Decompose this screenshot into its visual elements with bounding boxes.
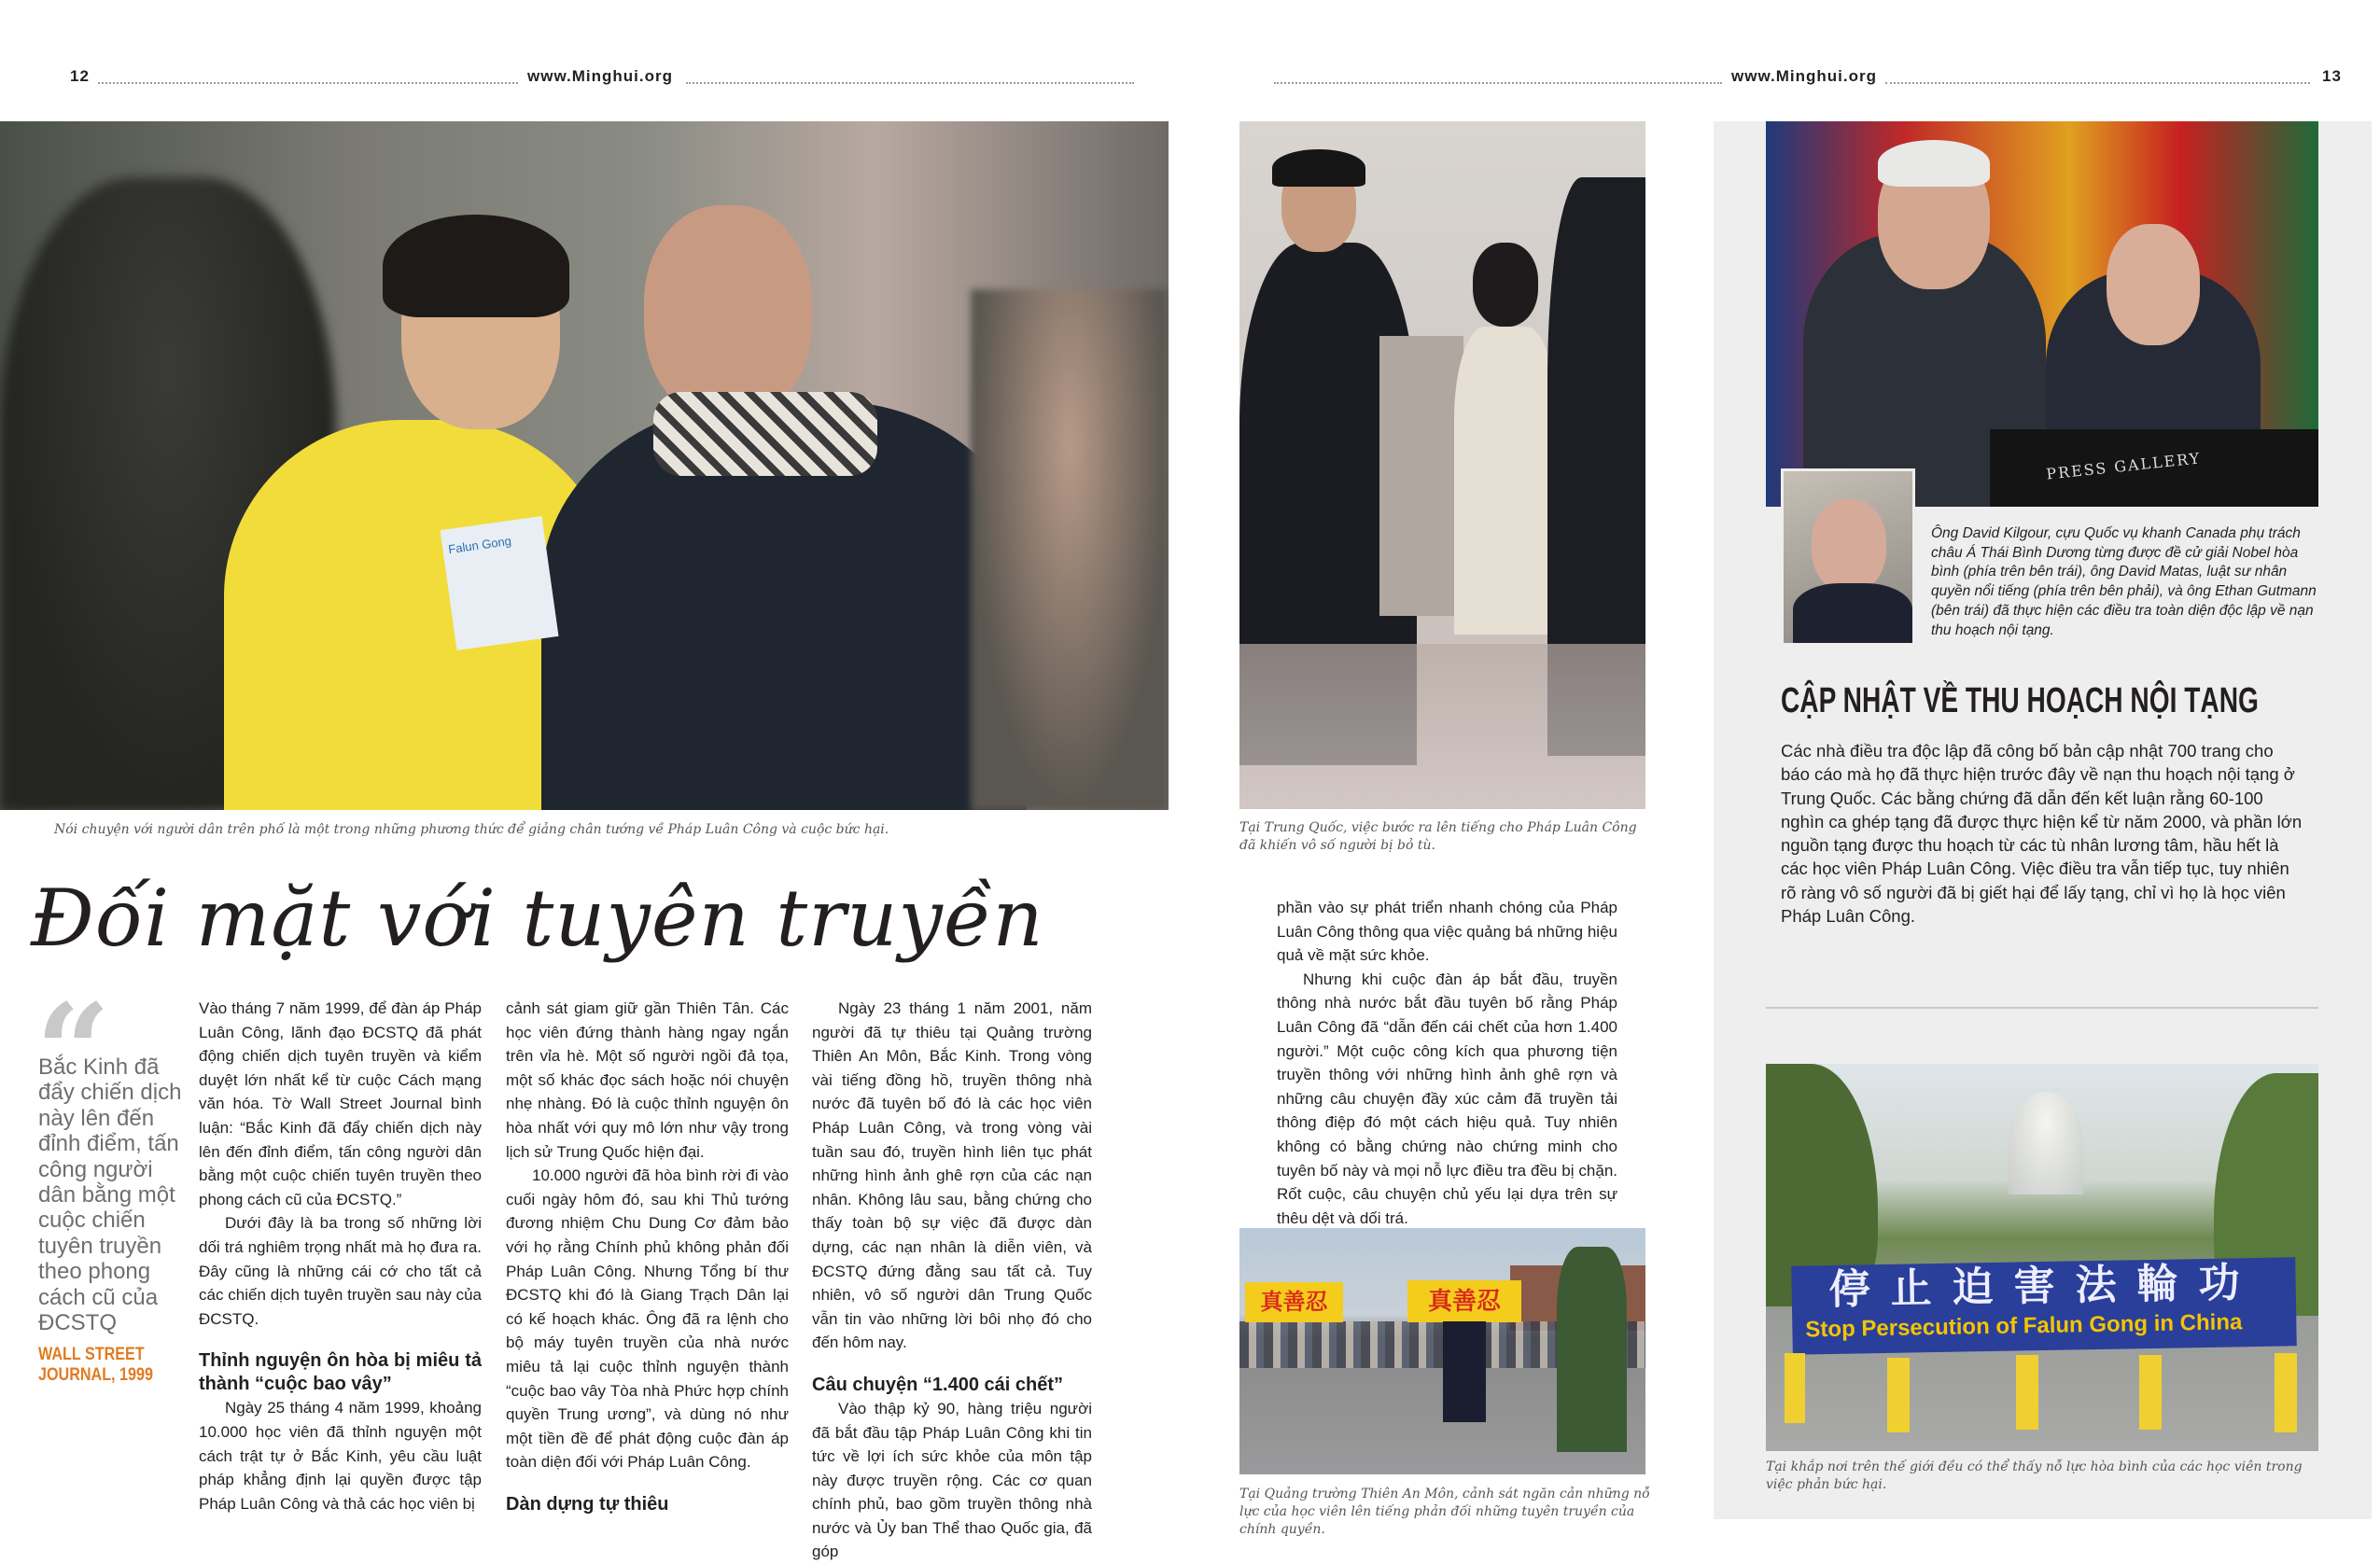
gutmann-photo [1781,468,1915,646]
article-column-3 [812,997,1092,1564]
article-title: Đối mặt với tuyên truyền [31,873,1044,964]
site-url-left[interactable]: www.Minghui.org [527,67,674,85]
paragraph: phần vào sự phát triển nhanh chóng của Pháp Luân Công thông qua việc quảng bá những hiệu quả về mặt sức khỏe. [1277,899,1617,965]
street-outreach-photo [0,121,1169,810]
paragraph: 10.000 người đã hòa bình rời đi vào cuối ngày hôm đó, sau khi Thủ tướng đương nhiệm Chu Dung Cơ đảm bảo với họ rằng Chính phủ không phản đối Pháp Luân Công. Nhưng Tổng bí thư ĐCSTQ khi đó là Giang Trạch Dân lại có kế hoạch khác. Ông đã ra lệnh cho bộ máy tuyên truyền của nhà nước miêu tả lại cuộc thỉnh nguyện thành “cuộc bao vây Tòa nhà Phức hợp chính quyền Trung ương”, và dùng nó như một tiền đề để phát động cuộc đàn áp toàn diện đối với Pháp Luân Công. [506,1166,789,1472]
page-number-left: 12 [70,67,90,85]
section-heading: Câu chuyện “1.400 cái chết” [812,1374,1064,1395]
banner-english-text: Stop Persecution of Falun Gong in China [1805,1309,2243,1343]
capitol-building [2009,1092,2083,1194]
pull-quote-block [35,987,189,1386]
paragraph: Vào thập kỷ 90, hàng triệu người đã bắt đầu tập Pháp Luân Công khi tin tức về lợi ích sức khỏe của môn tập này được truyền rộng. Các cơ quan chính phủ, bao gồm truyền thông nhà nước và Ủy ban Thể thao Quốc gia, đã góp [812,1399,1092,1561]
section-heading: Dàn dựng tự thiêu [506,1493,669,1515]
flyer [440,516,558,650]
header-divider [98,82,518,84]
header-divider [1274,82,1722,84]
sidebar-heading: CẬP NHẬT VỀ THU HOẠCH NỘI TẠNG [1781,681,2259,720]
street-outreach-caption: Nói chuyện với người dân trên phố là một trong những phương thức để giảng chân tướng về Pháp Luân Công và cuộc bức hại. [54,822,889,837]
arrest-photo [1239,121,1645,809]
parade-caption: Tại khắp nơi trên thế giới đều có thể thấy nỗ lực hòa bình của các học viên trong việc phản bức hại. [1766,1459,2303,1492]
pull-quote-source: WALL STREET JOURNAL, 1999 [38,1345,153,1386]
section-heading: Thỉnh nguyện ôn hòa bị miêu tả thành “cuộc bao vây” [199,1350,482,1395]
tiananmen-banner-center: 真善忍 [1407,1280,1521,1322]
paragraph: Dưới đây là ba trong số những lời dối trá nghiêm trọng nhất mà họ đưa ra. Đây cũng là những cái cớ cho tất cả các chiến dịch tuyên truyền sau này của ĐCSTQ. [199,1214,482,1328]
tiananmen-photo [1239,1228,1645,1474]
quote-mark-icon [35,987,189,1054]
paragraph: Vào tháng 7 năm 1999, để đàn áp Pháp Luân Công, lãnh đạo ĐCSTQ đã phát động chiến dịch tuyên truyền và kiểm duyệt lớn nhất kể từ cuộc Cách mạng văn hóa. Tờ Wall Street Journal bình luận: “Bắc Kinh đã đẩy chiến dịch này lên đến đỉnh điểm, tấn công người dân bằng một cuộc chiến tuyên truyền theo phong cách cũ của ĐCSTQ.” [199,999,482,1208]
tiananmen-banner-left: 真善忍 [1245,1282,1343,1322]
flyer-text: Falun Gong [447,533,512,557]
pull-quote: Bắc Kinh đã đẩy chiến dịch này lên đến đỉnh điểm, tấn công người dân bằng một cuộc chiến tuyên truyền theo phong cách cũ của ĐCSTQ [38,1054,182,1336]
investigators-caption: Ông David Kilgour, cựu Quốc vụ khanh Canada phụ trách châu Á Thái Bình Dương từng được đề cử giải Nobel hòa bình (phía trên bên trái), ông David Matas, luật sư nhân quyền nổi tiếng (phía trên bên phải), và ông Ethan Gutmann (bên trái) đã thực hiện các điều tra toàn diện độc lập về nạn thu hoạch nội tạng. [1931,525,2317,638]
header-divider [686,82,1134,84]
parade-photo [1766,1064,2318,1451]
banner-chinese-text: 停止迫害法輪功 [1828,1259,2261,1314]
article-column-4 [1277,896,1617,1230]
article-column-1 [199,997,482,1515]
paragraph: cảnh sát giam giữ gần Thiên Tân. Các học viên đứng thành hàng ngay ngắn trên vỉa hè. Một số người ngồi đả tọa, một số khác đọc sách hoặc nói chuyện nhẹ nhàng. Đó là cuộc thỉnh nguyện ôn hòa nhất với quy mô lớn như vậy trong lịch sử Trung Quốc hiện đại. [506,999,789,1161]
paragraph: Nhưng khi cuộc đàn áp bắt đầu, truyền thông nhà nước bắt đầu tuyên bố rằng Pháp Luân Công đã “dẫn đến cái chết của hơn 1.400 người.” Một cuộc công kích qua phương tiện truyền thông với những hình ảnh ghê rợn và những câu chuyện đầy xúc cảm đã truyền tải thông điệp đó một cách hiệu quả. Tuy nhiên không có bằng chứng nào chứng minh cho tuyên bố này và mọi nỗ lực điều tra đều bị chặn. Rốt cuộc, câu chuyện chủ yếu lại dựa trên sự thêu dệt và dối trá. [1277,970,1617,1227]
investigators-photo [1766,121,2318,507]
paragraph: Ngày 23 tháng 1 năm 2001, năm người đã tự thiêu tại Quảng trường Thiên An Môn, Bắc Kinh. Trong vòng vài tiếng đồng hồ, truyền thông nhà nước đã tuyên bố đó là các học viên Pháp Luân Công, và trong vòng vài tuần sau đó, truyền hình liên tục phát những hình ảnh ghê rợn của các nạn nhân. Không lâu sau, bằng chứng cho thấy toàn bộ sự việc đã được dàn dựng, các nạn nhân là diễn viên, và ĐCSTQ đứng đằng sau tất cả. Tuy nhiên, vô số người dân Trung Quốc vẫn tin vào những lời bôi nhọ đó cho đến hôm nay. [812,999,1092,1352]
parade-banner [1791,1257,2297,1354]
sidebar-divider [1766,1007,2318,1009]
header-divider [1885,82,2310,84]
site-url-right[interactable]: www.Minghui.org [1731,67,1878,85]
arrest-caption: Tại Trung Quốc, việc bước ra lên tiếng cho Pháp Luân Công đã khiến vô số người bị bỏ tù. [1239,820,1637,853]
tiananmen-caption: Tại Quảng trường Thiên An Môn, cảnh sát ngăn cản những nỗ lực của học viên lên tiếng phản đối những tuyên truyền của chính quyền. [1239,1487,1650,1537]
sidebar-body: Các nhà điều tra độc lập đã công bố bản cập nhật 700 trang cho báo cáo mà họ đã thực hiện trước đây về nạn thu hoạch nội tạng ở Trung Quốc. Các bằng chứng đã dẫn đến kết luận rằng 60-100 nghìn ca ghép tạng đã được thực hiện kể từ năm 2000, và phần lớn nguồn tạng được thu hoạch từ các tù nhân lương tâm, hầu hết là các học viên Pháp Luân Công. Việc điều tra vẫn tiếp tục, tuy nhiên rõ ràng vô số người đã bị giết hại để lấy tạng, chỉ vì họ là học viên Pháp Luân Công. [1781,741,2303,927]
page-number-right: 13 [2322,67,2342,85]
paragraph: Ngày 25 tháng 4 năm 1999, khoảng 10.000 học viên đã thỉnh nguyện một cách trật tự ở Bắc Kinh, yêu cầu luật pháp khẳng định lại quyền được tập Pháp Luân Công và thả các học viên bị [199,1399,482,1513]
article-column-2 [506,997,789,1516]
press-gallery-sign: PRESS GALLERY [2045,449,2203,483]
